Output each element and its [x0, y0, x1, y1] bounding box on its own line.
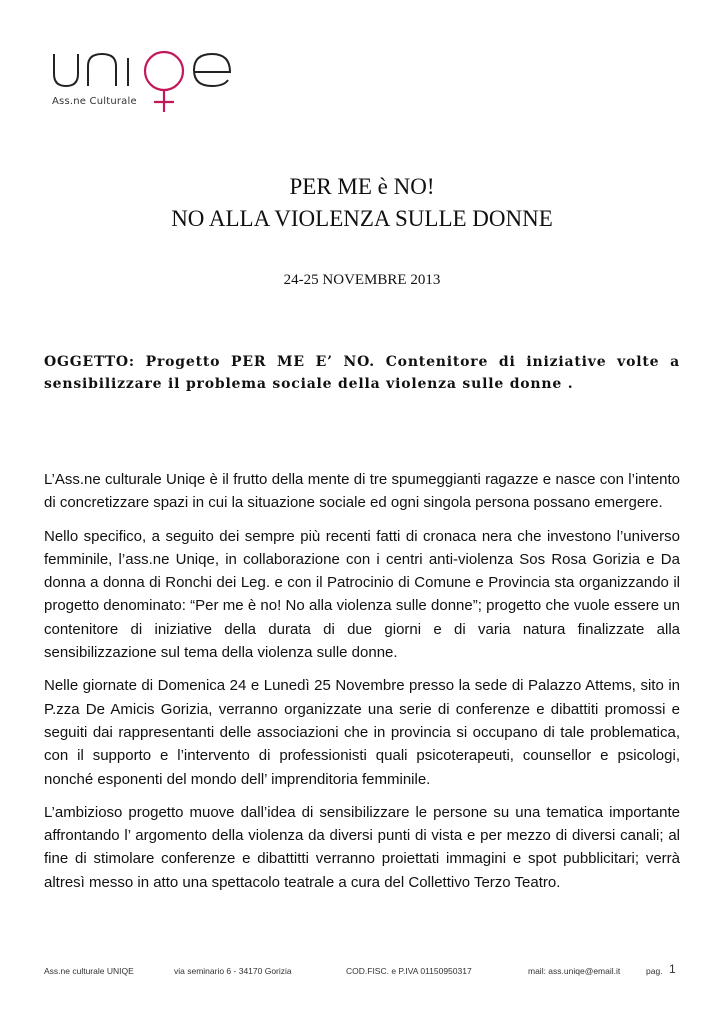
paragraph-ambition: L’ambizioso progetto muove dall’idea di sensibilizzare le persone su una tematica importante affrontando l’ argomento della violenza da diversi punti di vista e per mezzo di diversi canali; al fine di stimolare conferenze e dibattitti verranno proiettati immagini e spot pubblicitari; verrà altresì messo in atto una spettacolo teatrale a cura del Collettivo Terzo Teatro.: [44, 803, 680, 891]
logo-subtitle: Ass.ne Culturale: [52, 96, 137, 107]
page-footer: [44, 964, 684, 978]
title-line-2: NO ALLA VIOLENZA SULLE DONNE: [171, 206, 553, 231]
paragraph-dates: Nelle giornate di Domenica 24 e Lunedì 25 Novembre presso la sede di Palazzo Attems, sito in P.zza De Amicis Gorizia, verranno organizzate una serie di conferenze e dibattiti promossi e seguiti dai rappresentanti delle associazioni che in provincia si occupano di tale problematica, con il supporto e l’intervento di professionisti quali psicoterapeuti, counsellor e psicologi, nonché esponenti del mondo dell’ imprenditoria femminile.: [44, 677, 680, 788]
subject-line: OGGETTO: Progetto PER ME E’ NO. Contenitore di iniziative volte a sensibilizzare il problema sociale della violenza sulle donne .: [44, 354, 680, 392]
letter-body: [44, 468, 680, 904]
paragraph-intro: L’Ass.ne culturale Uniqe è il frutto della mente di tre spumeggianti ragazze e nasce con l’intento di concretizzare spazi in cui la situazione sociale ed ogni singola persona possano emergere.: [44, 471, 680, 512]
footer-address: via seminario 6 - 34170 Gorizia: [174, 966, 292, 976]
paragraph-project: Nello specifico, a seguito dei sempre più recenti fatti di cronaca nera che investono l’universo femminile, l’ass.ne Uniqe, in collaborazione con i centri anti-violenza Sos Rosa Gorizia e Da donna a donna di Ronchi dei Leg. e con il Patrocinio di Comune e Provincia sta organizzando il progetto denominato: “Per me è no! No alla violenza sulle donne”; progetto che vuole essere un contenitore di iniziative della durata di due giorni e di varia natura finalizzate alla sensibilizzazione sul tema della violenza sulle donne.: [44, 527, 680, 662]
event-date: 24-25 NOVEMBRE 2013: [283, 272, 441, 288]
footer-email: mail: ass.uniqe@email.it: [528, 966, 621, 976]
footer-tax-code: COD.FISC. e P.IVA 01150950317: [346, 966, 472, 976]
footer-org: Ass.ne culturale UNIQE: [44, 966, 134, 976]
uniqe-logo: [50, 44, 240, 116]
footer-page-label: pag.: [646, 966, 663, 976]
footer-page-number: 1: [669, 964, 676, 976]
title-line-1: PER ME è NO!: [289, 174, 435, 199]
